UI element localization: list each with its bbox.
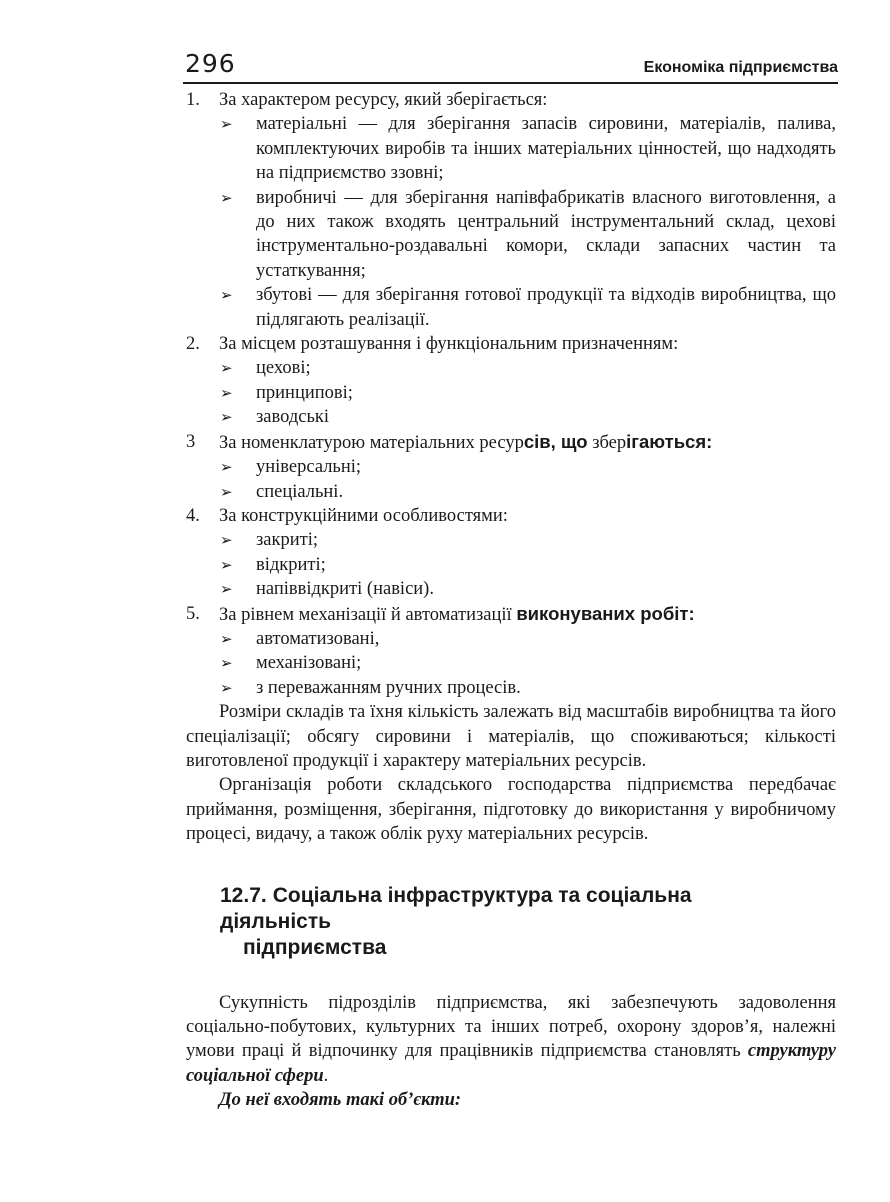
- sub-item: [186, 676, 836, 700]
- list-item-2: [186, 332, 836, 356]
- emphasized-line: До неї входять такі об’єкти:: [219, 1090, 462, 1111]
- list-lead: За місцем розташування і функціональним призначенням:: [219, 334, 679, 355]
- paragraph-text: Сукупність підрозділів підприємства, які забезпечують задоволення соціально-побутових, культурних та інших потреб, охорону здоров’я, належні умови праці й відпочинку для працівників підприємства становлять: [186, 992, 836, 1062]
- sub-item-text: закриті;: [256, 530, 319, 551]
- lead-text: За номенклатурою матеріальних ресур: [219, 432, 524, 453]
- sub-item-text: механізовані;: [256, 653, 362, 674]
- page-header: [183, 49, 838, 84]
- paragraph: [186, 1088, 836, 1112]
- list-number: 1.: [186, 90, 200, 110]
- arrow-bullet-icon: ➢: [220, 383, 233, 402]
- sub-item-text: універсальні;: [256, 457, 362, 478]
- sub-item-text: автоматизовані,: [256, 628, 380, 649]
- list-lead: За конструкційними особливостями:: [219, 505, 508, 526]
- sub-item: [186, 186, 836, 284]
- section-heading: [186, 883, 780, 961]
- sub-item-text: напіввідкриті (навіси).: [256, 579, 434, 600]
- sub-item: [186, 553, 836, 577]
- arrow-bullet-icon: ➢: [220, 678, 233, 697]
- paragraph-text: .: [323, 1065, 329, 1086]
- lead-bold-text: виконуваних робіт:: [516, 602, 695, 624]
- sub-item: [186, 283, 836, 332]
- arrow-bullet-icon: ➢: [220, 359, 233, 378]
- lead-text: За рівнем механізації й автоматизації: [219, 604, 517, 625]
- arrow-bullet-icon: ➢: [220, 286, 233, 305]
- sub-item: [186, 405, 836, 429]
- sub-item: [186, 356, 836, 380]
- sub-item: [186, 627, 836, 651]
- arrow-bullet-icon: ➢: [220, 580, 233, 599]
- sub-item-text: принципові;: [256, 382, 353, 403]
- sub-item: [186, 112, 836, 185]
- lead-bold-text: сів, що: [523, 430, 588, 452]
- sub-item: [186, 381, 836, 405]
- running-title: Економіка підприємства: [643, 59, 838, 76]
- emphasized-term: структуру соціальної сфери: [186, 1041, 836, 1086]
- section-title-line2: підприємства: [243, 935, 387, 959]
- arrow-bullet-icon: ➢: [220, 654, 233, 673]
- arrow-bullet-icon: ➢: [220, 188, 233, 207]
- list-item-4: [186, 504, 836, 528]
- paragraph: [186, 991, 836, 1089]
- sub-item: [186, 455, 836, 479]
- list-number: 4.: [186, 505, 200, 526]
- section-number: 12.7.: [220, 883, 267, 907]
- sub-item-text: виробничі — для зберігання напівфабрикатів власного виготовлення, а до них також входять центральний інструментальний склад, цехові інструментально-роздавальні комори, склади запасних частин та устаткування;: [256, 187, 836, 281]
- page-body: [186, 88, 836, 1113]
- sub-item-text: з переважанням ручних процесів.: [256, 677, 521, 698]
- sub-item-text: збутові — для зберігання готової продукції та відходів виробництва, що підлягають реалізації.: [256, 285, 836, 330]
- sub-item-text: матеріальні — для зберігання запасів сировини, матеріалів, палива, комплектуючих виробів та інших матеріальних цінностей, що надходять на підприємство ззовні;: [256, 114, 836, 184]
- arrow-bullet-icon: ➢: [220, 531, 233, 550]
- arrow-bullet-icon: ➢: [220, 115, 233, 134]
- list-item-5: [186, 602, 836, 627]
- lead-text: збер: [587, 432, 627, 453]
- list-lead: За характером ресурсу, який зберігається:: [219, 90, 548, 110]
- paragraph: Організація роботи складського господарства підприємства передбачає приймання, розміщення, зберігання, підготовку до використання у виробничому процесі, видачу, а також облік руху матеріальних ресурсів.: [186, 775, 836, 845]
- paragraph: Розміри складів та їхня кількість залежать від масштабів виробництва та його спеціалізації; обсягу сировини і матеріалів, що споживаються; кількості виготовленої продукції і характеру матеріальних ресурсів.: [186, 702, 836, 771]
- list-item-3: [186, 430, 836, 455]
- sub-item: [186, 651, 836, 675]
- sub-item: [186, 577, 836, 601]
- arrow-bullet-icon: ➢: [220, 629, 233, 648]
- list-number: 3: [186, 431, 196, 452]
- arrow-bullet-icon: ➢: [220, 408, 233, 427]
- list-item-1: [186, 88, 836, 112]
- sub-item-text: спеціальні.: [256, 481, 344, 502]
- sub-item-text: заводські: [256, 407, 330, 428]
- list-lead: [219, 602, 695, 625]
- sub-item: [186, 480, 836, 504]
- lead-bold-text: ігаються:: [626, 430, 713, 452]
- sub-item: [186, 528, 836, 552]
- sub-item-text: цехові;: [256, 358, 311, 379]
- sub-item-text: відкриті;: [256, 554, 326, 575]
- arrow-bullet-icon: ➢: [220, 458, 233, 477]
- page-number: 296: [185, 49, 236, 78]
- list-number: 2.: [186, 334, 200, 355]
- arrow-bullet-icon: ➢: [220, 555, 233, 574]
- list-number: 5.: [186, 603, 200, 624]
- list-lead: [219, 430, 713, 453]
- arrow-bullet-icon: ➢: [220, 482, 233, 501]
- section-title-line1: Соціальна інфраструктура та соціальна діяльність: [220, 883, 692, 933]
